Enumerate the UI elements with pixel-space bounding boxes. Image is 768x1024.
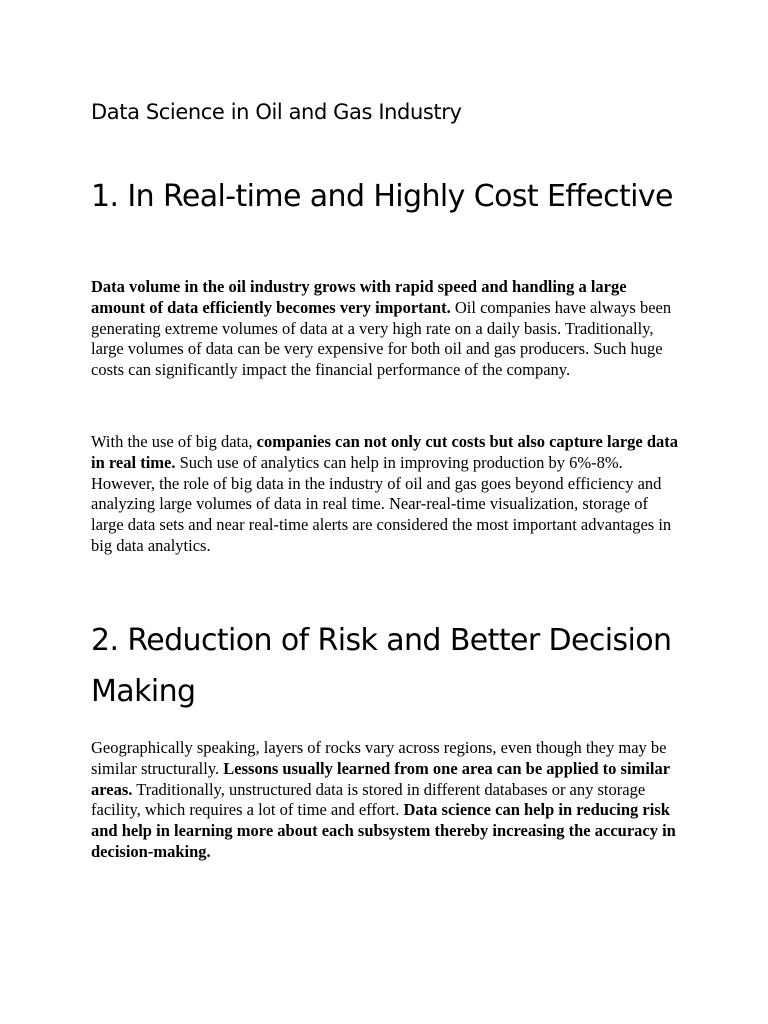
bold-text: companies can not only cut costs but also capture large data in real time. <box>91 432 679 472</box>
section-heading-1: 1. In Real-time and Highly Cost Effective <box>91 179 673 214</box>
bold-text: Data science can help in reducing risk and help in learning more about each subsystem thereby increasing the accuracy in decision-making. <box>91 800 676 861</box>
bold-text: Data volume in the oil industry grows with rapid speed and handling a large amount of data efficiently becomes very important. <box>91 277 627 317</box>
body-text: Geographically speaking, layers of rocks vary across regions, even though they may be similar structurally. <box>91 738 667 778</box>
section-2-paragraph-1 <box>91 738 681 863</box>
body-text: With the use of big data, <box>91 432 257 451</box>
section-1-paragraph-1 <box>91 277 681 381</box>
body-text: Oil companies have always been generating extreme volumes of data at a very high rate on a daily basis. Traditionally, large volumes of data can be very expensive for both oil and gas producers. Such huge costs can significantly impact the financial performance of the company. <box>91 297 672 380</box>
section-1-paragraph-2 <box>91 432 681 557</box>
document-title: Data Science in Oil and Gas Industry <box>91 100 462 124</box>
section-heading-2: 2. Reduction of Risk and Better Decision Making <box>91 623 672 709</box>
bold-text: Lessons usually learned from one area can be applied to similar areas. <box>91 758 670 799</box>
body-text: Traditionally, unstructured data is stored in different databases or any storage facility, which requires a lot of time and effort. <box>91 779 646 820</box>
body-text: Such use of analytics can help in improving production by 6%-8%. However, the role of big data in the industry of oil and gas goes beyond efficiency and analyzing large volumes of data in real time. Near-real-time visualization, storage of large data sets and near real-time alerts are considered the most important advantages in big data analytics. <box>91 452 672 555</box>
